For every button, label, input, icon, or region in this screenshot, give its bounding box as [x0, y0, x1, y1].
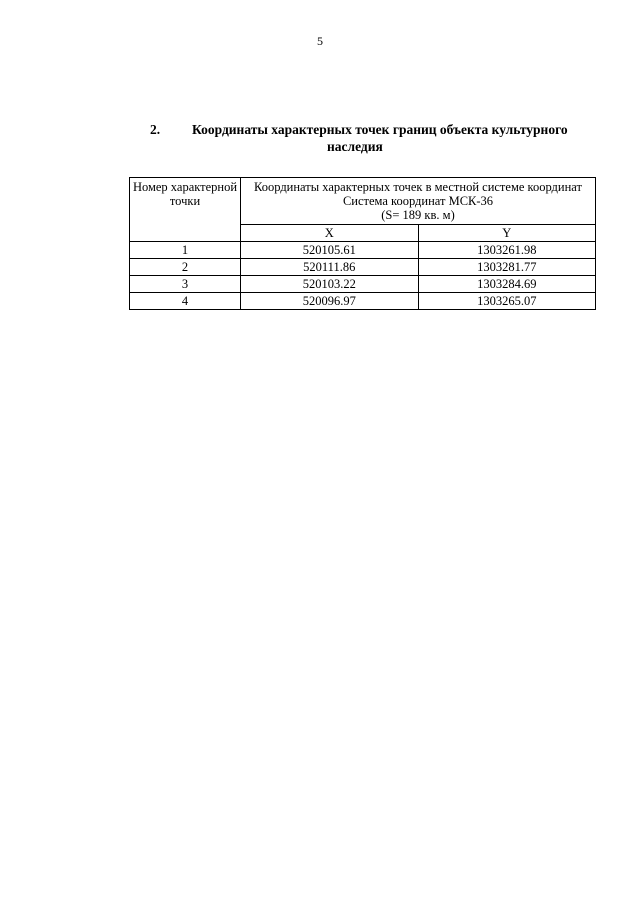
x-cell: 520105.61	[241, 242, 419, 259]
y-axis-header: Y	[418, 225, 596, 242]
table-row	[130, 293, 596, 310]
coords-header-line3: (S= 189 кв. м)	[381, 208, 455, 222]
section-number: 2.	[150, 122, 161, 137]
page-number: 5	[317, 34, 323, 48]
table-row	[130, 259, 596, 276]
table-header-row	[130, 178, 596, 225]
y-cell: 1303261.98	[418, 242, 596, 259]
x-cell: 520111.86	[241, 259, 419, 276]
y-cell: 1303281.77	[418, 259, 596, 276]
section-title-line2: наследия	[327, 139, 383, 154]
coordinates-header	[241, 178, 596, 225]
point-cell: 1	[130, 242, 241, 259]
point-cell: 4	[130, 293, 241, 310]
coords-header-line1: Координаты характерных точек в местной системе координат	[254, 180, 582, 194]
x-cell: 520096.97	[241, 293, 419, 310]
x-cell: 520103.22	[241, 276, 419, 293]
point-header-line1: Номер характерной	[132, 180, 238, 194]
section-title-line1: Координаты характерных точек границ объекта культурного	[192, 122, 568, 137]
point-header-line2: точки	[169, 194, 201, 208]
table-row	[130, 276, 596, 293]
coords-header-line2: Система координат МСК-36	[342, 194, 494, 208]
x-axis-header: X	[241, 225, 419, 242]
point-number-header	[130, 178, 241, 242]
y-cell: 1303284.69	[418, 276, 596, 293]
coordinates-table	[129, 177, 596, 310]
y-cell: 1303265.07	[418, 293, 596, 310]
point-cell: 3	[130, 276, 241, 293]
point-cell: 2	[130, 259, 241, 276]
table-row	[130, 242, 596, 259]
